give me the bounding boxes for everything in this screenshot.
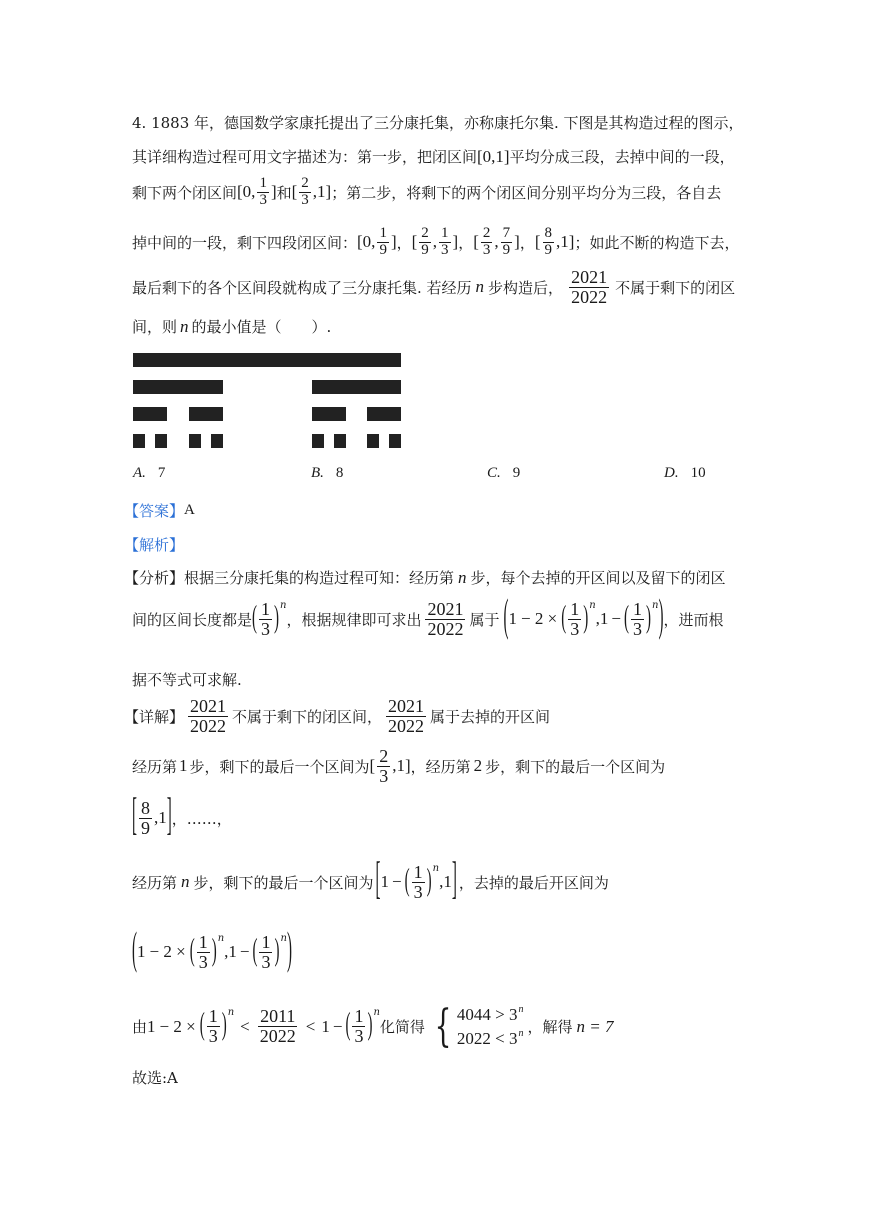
cantor-step-1-right [312,380,401,394]
detail-line-4: 经历第 n 步，剩下的最后一个区间为 [ 1 − ( $\frac{1}{3}$ ) n , 1 ] ，去掉的最后开区间为 [132,856,609,905]
cantor-step-1-left [133,380,223,394]
option-d[interactable]: D. 10 [664,465,706,481]
option-a[interactable]: A. 7 [133,465,166,481]
detail-line-6: 由 1 − 2 × ( $\frac{1}{3}$ ) n < $\frac{2011}{2022}$ < 1 − ( $\frac{1}{3}$ ) n 化简得 { $4044 > 3^n$ $2022 < 3^n$ ，解得 n = 7 [132,1000,614,1052]
analysis-line-1: 【分析】 根据三分康托集的构造过程可知：经历第 n 步，每个去掉的开区间以及留下的闭区 [124,567,726,587]
cantor-step-3-g [367,434,379,448]
cantor-step-2-b [189,407,223,421]
analysis-heading: 【解析】 [124,536,185,554]
cantor-step-2-d [367,407,401,421]
option-b[interactable]: B. 8 [311,465,344,481]
question-line-2: 其详细构造过程可用文字描述为：第一步，把闭区间 [0,1] 平均分成三段，去掉中间的一段， [132,146,735,166]
detail-line-5: ( 1 − 2 × ( $\frac{1}{3}$ ) n , 1 − ( $\frac{1}{3}$ ) n ) [132,926,292,975]
inequality-system: { $4044 > 3^n$ $2022 < 3^n$ [434,1000,524,1052]
detail-line-1: 【详解】 $\frac{2021}{2022}$ 不属于剩下的闭区间， $\frac{2021}{2022}$ 属于去掉的开区间 [124,696,551,736]
cantor-step-3-f [334,434,346,448]
detail-line-2: 经历第 1 步，剩下的最后一个区间为 [ $\frac{2}{3}$ ,1] ，经历第 2 步，剩下的最后一个区间为 [132,746,666,786]
cantor-step-3-c [189,434,201,448]
question-line-3: 剩下两个闭区间 [0, $\frac{1}{3}$ ] 和 [ $\frac{2}{3}$ ,1] ；第二步，将剩下的两个闭区间分别平均分为三段，各自去 [132,175,722,208]
cantor-step-3-h [389,434,401,448]
answer-line [124,500,195,521]
result: n = 7 [576,1016,614,1036]
option-c[interactable]: C. 9 [487,465,521,481]
analysis-line-2: 间的区间长度都是 ( $\frac{1}{3}$ ) n ，根据规律即可求出 $\frac{2021}{2022}$ 属于 ( 1 − 2 × ( $\frac{1}{3}$ ) n , 1 − ( $\frac{1}{3}$ ) n ) ，进而根 [132,593,724,642]
detail-line-3: [ $\frac{8}{9}$ , 1 ] ，……， [132,792,232,841]
cantor-step-3-e [312,434,324,448]
analysis-line-3: 据不等式可求解. [132,671,242,689]
cantor-step-3-a [133,434,145,448]
question-line-1: 4. 1883 年，德国数学家康托提出了三分康托集，亦称康托尔集. 下图是其构造过程的图示， [132,114,744,132]
answer-value: A [184,502,195,518]
cantor-step-3-d [211,434,223,448]
answer-tag: 【答案】 [124,502,185,520]
question-line-4: 掉中间的一段，剩下四段闭区间： [0, $\frac{1}{9}$ ] ， [ $\frac{2}{9}$ , $\frac{1}{3}$ ] ， [ $\frac{2}{3}$ , $\frac{7}{9}$ ] ， [ $\frac{8}{9}$ ,1] ；如此不断的构造下去， [132,225,740,258]
question-line-6: 间，则 n 的最小值是（ ）. [132,316,332,336]
final-answer: 故选:A [132,1069,178,1087]
question-line-5: 最后剩下的各个区间段就构成了三分康托集. 若经历 n 步构造后， $\frac{2021}{2022}$ 不属于剩下的闭区 [132,267,736,307]
cantor-step-0 [133,353,401,367]
cantor-step-2-a [133,407,167,421]
cantor-step-2-c [312,407,346,421]
cantor-step-3-b [155,434,167,448]
